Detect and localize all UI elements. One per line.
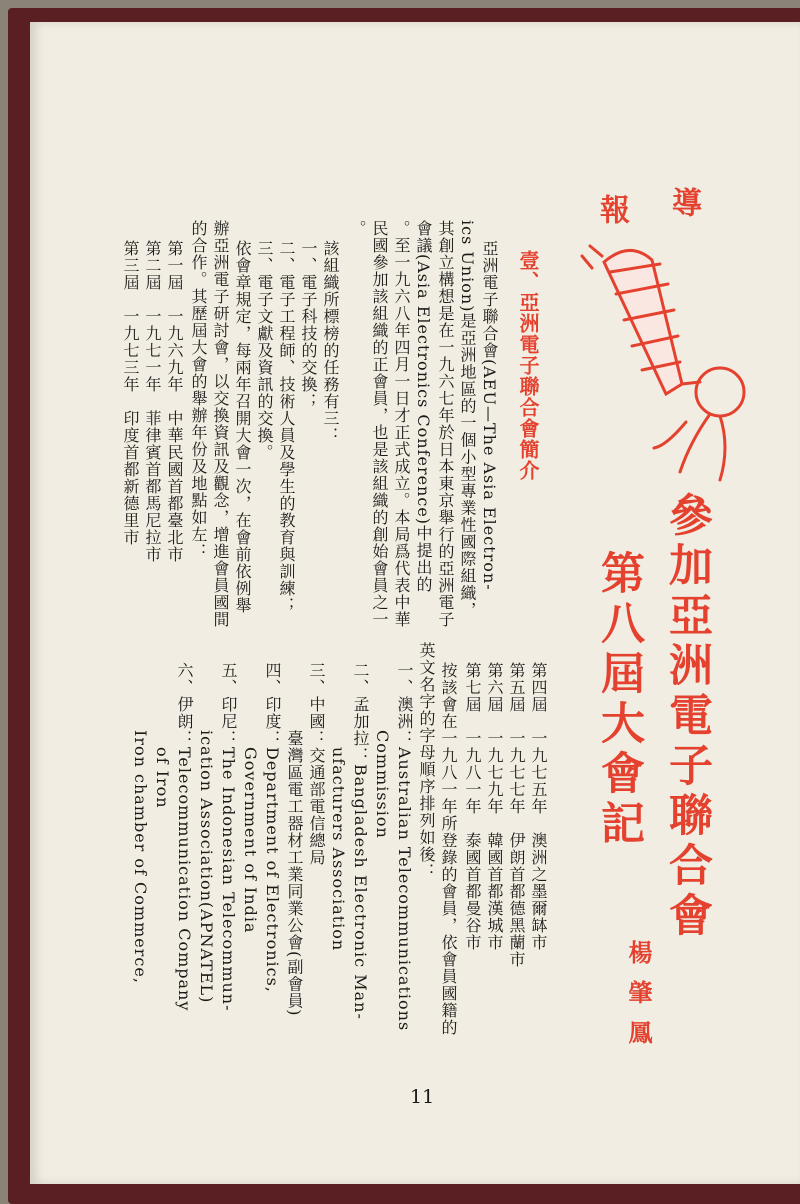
text-column: 四、印度：Department of Electronics, bbox=[263, 662, 282, 993]
text-column: 第六屆 一九七九年 韓國首都漢城市 bbox=[485, 662, 504, 951]
text-column: 民國參加該組織的正會員，也是該組織的創始會員之一 bbox=[370, 220, 389, 628]
upper-text-block bbox=[110, 222, 500, 662]
book-page bbox=[30, 22, 800, 1184]
header-label-left bbox=[594, 194, 629, 224]
text-column: 臺灣區電工器材工業同業公會(副會員) bbox=[285, 662, 304, 1017]
header-char-2: 報 bbox=[594, 194, 629, 224]
text-column: Government of India bbox=[241, 662, 260, 934]
text-column: 一、電子科技的交換； bbox=[299, 240, 318, 410]
title-line-2: 第八屆大會記 bbox=[593, 550, 644, 850]
text-column: Commission bbox=[373, 662, 392, 839]
text-column: 第七屆 一九八一年 泰國首都曼谷市 bbox=[463, 662, 482, 951]
text-column: 三、中國：交通部電信總局 bbox=[307, 662, 326, 866]
text-column: 第二屆 一九七一年 菲律賓首都馬尼拉市 bbox=[143, 240, 162, 563]
text-column: 三、電子文獻及資訊的交換。 bbox=[255, 240, 274, 461]
text-column: 第四屆 一九七五年 澳洲之墨爾缽市 bbox=[529, 662, 548, 951]
title-line-1: 參加亞洲電子聯合會 bbox=[661, 492, 712, 942]
text-column: 第五屆 一九七七年 伊朗首都德黑蘭市 bbox=[507, 662, 526, 968]
text-column: 其創立構想是在一九六七年於日本東京舉行的亞洲電子 bbox=[436, 220, 455, 628]
text-column: 會議(Asia Electronics Conference)中提出的 bbox=[414, 220, 433, 594]
text-column: 依會章規定，每兩年召開大會一次，在會前依例舉 bbox=[233, 240, 252, 614]
text-column: 英文名字的字母順序排列如後： bbox=[417, 642, 436, 880]
text-column: 五、印尼：The Indonesian Telecommun- bbox=[219, 662, 238, 1012]
lower-text-block bbox=[130, 642, 570, 1092]
text-column: 該組織所標榜的任務有三： bbox=[321, 240, 340, 444]
header-char-1: 導 bbox=[666, 187, 701, 217]
author-name: 楊肇鳳 bbox=[624, 940, 653, 1060]
text-column: 。 bbox=[348, 220, 367, 237]
text-column: 一、澳洲：Australian Telecommunications bbox=[395, 662, 414, 1032]
text-column: 第三屆 一九七三年 印度首都新德里市 bbox=[121, 240, 140, 546]
text-column: 按該會在一九八一年所登錄的會員，依會員國籍的 bbox=[439, 662, 458, 1036]
text-column: ics Union)是亞洲地區的一個小型專業性國際組織， bbox=[458, 220, 477, 619]
text-column: ication Association(APNATEL) bbox=[197, 662, 216, 1004]
text-column: Iron chamber of Commerce, bbox=[131, 662, 150, 984]
text-column: 亞洲電子聯合會(AEU—The Asia Electron- bbox=[480, 240, 499, 591]
text-column: 。至一九六八年四月一日才正式成立。本局爲代表中華 bbox=[392, 220, 411, 628]
text-column: 的合作。其歷屆大會的舉辦年份及地點如左： bbox=[189, 220, 208, 560]
text-column: 二、孟加拉：Bangladesh Electronic Man- bbox=[351, 662, 370, 1020]
text-column: of Iron bbox=[153, 662, 172, 809]
text-column: 六、伊朗：Telecommunication Company bbox=[175, 662, 194, 1012]
page-number: 11 bbox=[410, 1086, 435, 1108]
text-column: ufacturers Association bbox=[329, 662, 348, 952]
header-label-right bbox=[666, 187, 701, 217]
text-column: 第一屆 一九六九年 中華民國首都臺北市 bbox=[165, 240, 184, 563]
section-heading: 壹、亞洲電子聯合會簡介 bbox=[516, 250, 540, 481]
text-column: 辦亞洲電子研討會，以交換資訊及觀念，增進會員國間 bbox=[211, 220, 230, 628]
text-column: 二、電子工程師、技術人員及學生的教育與訓練； bbox=[277, 240, 296, 614]
trumpet-figure-illustration bbox=[570, 232, 750, 492]
